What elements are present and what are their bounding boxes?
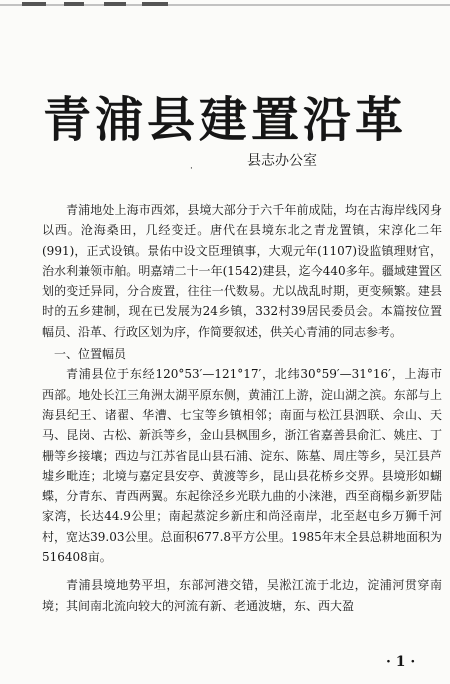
intro-paragraph: 青浦地处上海市西郊，县境大部分于六千年前成陆，均在古海岸线冈身以西。沧海桑田，几经变迁。唐代在县境东北之青龙置镇，宋淳化二年(991)，正式设镇。景佑中设文臣理镇事，大观元年(1107)设监镇理财官，治水利兼领市舶。明嘉靖二十一年(1542)建县，迄今440多年。疆域建置区划的变迁异同，分合废置，往往一代数易。尤以战乱时期，更变频繁。建县时的五乡建制，现在已发展为24乡镇，332村39居民委员会。本篇按位置幅员、沿革、行政区划为序，作简要叙述，供关心青浦的同志参考。 [42,203,442,339]
section-heading-location: 一、位置幅员 [54,347,127,362]
page-number: · 1 · [386,654,416,670]
section-paragraph-location: 青浦县位于东经120°53′—121°17′，北纬30°59′—31°16′，上海市西部。地处长江三角洲太湖平原东侧，黄浦江上游，淀山湖之滨。东部与上海县纪王、诸翟、华漕、七宝等乡镇相邻；南面与松江县泗联、佘山、天马、昆岗、古松、新浜等乡，金山县枫围乡，浙江省嘉善县俞汇、姚庄、丁栅等乡接壤；西边与江苏省昆山县石浦、淀东、陈墓、周庄等乡，吴江县芦墟乡毗连；北境与嘉定县安亭、黄渡等乡，昆山县花桥乡交界。县境形如蝴蝶，分青东、青西两翼。东起徐泾乡光联九曲的小涞港，西至商榻乡新罗陆家湾，长达44.9公里；南起蒸淀乡新庄和尚泾南岸，北至赵屯乡万狮千河村，宽达39.03公里。总面积677.8平方公里。1985年末全县总耕地面积为516408亩。 [42,367,442,565]
top-scan-rule [0,0,450,12]
article-title: 青浦县建置沿革 [42,92,407,148]
byline-separator-dot: · [190,164,193,174]
article-body [42,200,442,616]
author-byline: 县志办公室 [247,153,317,169]
section-paragraph-terrain: 青浦县境地势平坦，东部河港交错，吴淞江流于北边，淀浦河贯穿南境；其间南北流向较大的河流有新、老通波塘，东、西大盈 [42,578,442,613]
